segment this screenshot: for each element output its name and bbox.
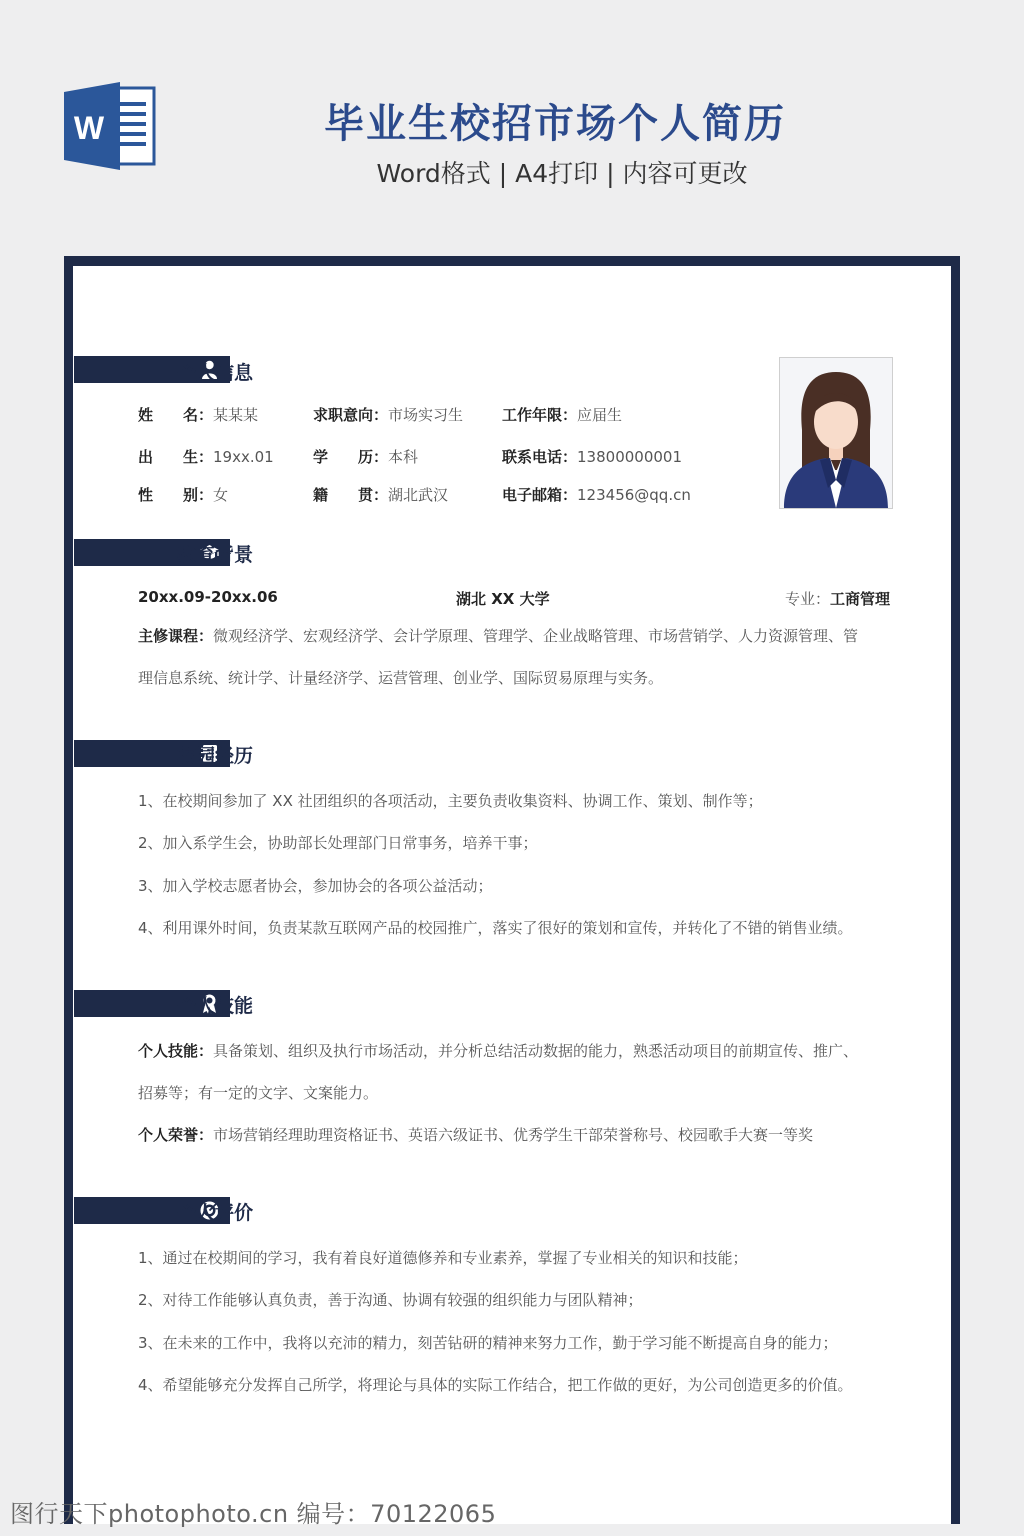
education-period: 20xx.09-20xx.06	[138, 588, 278, 606]
education-courses-label: 主修课程：	[138, 627, 214, 645]
section-title-campus: 校园经历	[177, 745, 254, 767]
section-title-education: 教育背景	[177, 544, 254, 566]
field-degree-value: 本科	[388, 448, 419, 466]
page-title: 毕业生校招市场个人简历	[324, 101, 786, 147]
honors-text: 市场营销经理助理资格证书、英语六级证书、优秀学生干部荣誉称号、校园歌手大赛一等奖	[213, 1126, 814, 1144]
field-work-years	[502, 404, 622, 425]
education-courses-text: 微观经济学、宏观经济学、会计学原理、管理学、企业战略管理、市场营销学、人力资源管理、管	[213, 627, 859, 645]
word-logo-letter: W	[73, 110, 105, 146]
field-gender	[138, 484, 228, 505]
section-title-personal: 个人信息	[177, 362, 254, 384]
field-email-label: 电子邮箱：	[502, 486, 578, 504]
field-name-value: 某某某	[213, 406, 259, 424]
field-birth-value: 19xx.01	[213, 448, 274, 466]
campus-item-3: 3、加入学校志愿者协会，参加协会的各项公益活动；	[138, 877, 493, 895]
evaluation-item-2: 2、对待工作能够认真负责，善于沟通、协调有较强的组织能力与团队精神；	[138, 1291, 643, 1309]
skills-line-2: 招募等；有一定的文字、文案能力。	[138, 1084, 379, 1102]
field-birth	[138, 446, 274, 467]
skills-line-1	[138, 1040, 858, 1061]
evaluation-item-3: 3、在未来的工作中，我将以充沛的精力，刻苦钻研的精神来努力工作，勤于学习能不断提高自身的能力；	[138, 1334, 838, 1352]
section-title-evaluation: 个人评价	[177, 1202, 254, 1224]
field-work-years-label: 工作年限：	[502, 406, 578, 424]
honors-label: 个人荣誉：	[138, 1126, 214, 1144]
field-hometown	[313, 484, 448, 505]
page-subtitle: Word格式 | A4打印 | 内容可更改	[376, 159, 748, 188]
field-phone	[502, 446, 682, 467]
field-email-value: 123456@qq.cn	[577, 486, 691, 504]
campus-item-2: 2、加入系学生会，协助部长处理部门日常事务，培养干事；	[138, 834, 538, 852]
field-birth-label: 出 生：	[138, 448, 214, 466]
field-degree-label: 学 历：	[313, 448, 389, 466]
campus-item-1: 1、在校期间参加了 XX 社团组织的各项活动，主要负责收集资料、协调工作、策划、制作等；	[138, 792, 763, 810]
education-courses-line-1	[138, 625, 858, 646]
evaluation-item-1: 1、通过在校期间的学习，我有着良好道德修养和专业素养，掌握了专业相关的知识和技能；	[138, 1249, 748, 1267]
field-work-years-value: 应届生	[577, 406, 623, 424]
education-major-label: 专业：	[785, 590, 831, 608]
watermark-text: 图行天下photophoto.cn 编号：70122065	[10, 1500, 497, 1528]
education-major-value: 工商管理	[830, 590, 891, 608]
field-job-intent-value: 市场实习生	[388, 406, 464, 424]
field-degree	[313, 446, 418, 467]
profile-photo	[779, 357, 893, 509]
field-hometown-label: 籍 贯：	[313, 486, 389, 504]
field-name	[138, 404, 258, 425]
skills-label: 个人技能：	[138, 1042, 214, 1060]
field-hometown-value: 湖北武汉	[388, 486, 449, 504]
field-gender-value: 女	[213, 486, 229, 504]
education-courses-line-2: 理信息系统、统计学、计量经济学、运营管理、创业学、国际贸易原理与实务。	[138, 669, 664, 687]
field-job-intent-label: 求职意向：	[313, 406, 389, 424]
field-gender-label: 性 别：	[138, 486, 214, 504]
education-major	[785, 588, 890, 609]
skills-text: 具备策划、组织及执行市场活动，并分析总结活动数据的能力，熟悉活动项目的前期宣传、推广、	[213, 1042, 859, 1060]
field-phone-label: 联系电话：	[502, 448, 578, 466]
field-email	[502, 484, 691, 505]
field-job-intent	[313, 404, 463, 425]
campus-item-4: 4、利用课外时间，负责某款互联网产品的校园推广，落实了很好的策划和宣传，并转化了不错的销售业绩。	[138, 919, 853, 937]
avatar-illustration	[780, 358, 892, 508]
field-name-label: 姓 名：	[138, 406, 214, 424]
field-phone-value: 13800000001	[577, 448, 682, 466]
evaluation-item-4: 4、希望能够充分发挥自己所学，将理论与具体的实际工作结合，把工作做的更好，为公司创造更多的价值。	[138, 1376, 853, 1394]
honors-line	[138, 1124, 813, 1145]
section-title-skills: 个人技能	[177, 995, 254, 1017]
education-school: 湖北 XX 大学	[456, 590, 550, 608]
